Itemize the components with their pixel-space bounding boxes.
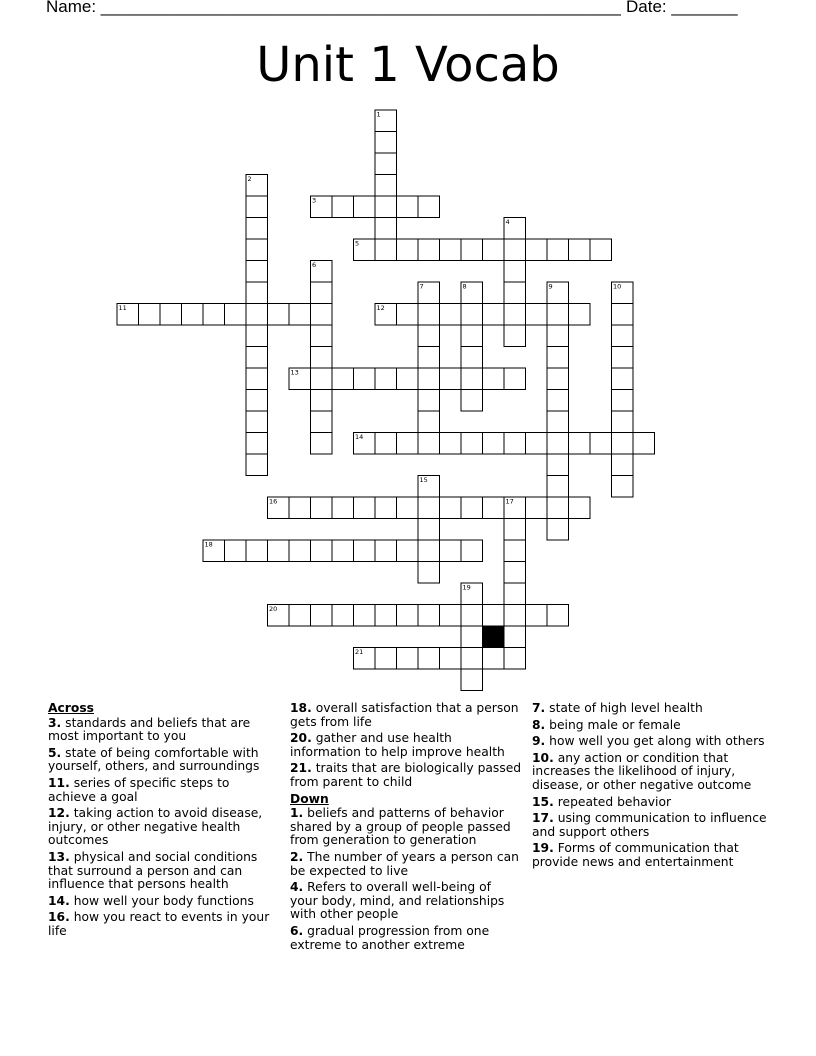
clue-across-3: [48, 717, 276, 744]
grid-cell[interactable]: [418, 390, 440, 412]
grid-cell[interactable]: [311, 347, 333, 369]
grid-cell[interactable]: [612, 368, 634, 390]
grid-cell[interactable]: [354, 497, 376, 519]
clue-across-14: [48, 895, 276, 909]
grid-cell[interactable]: [332, 368, 354, 390]
clue-text: Forms of communication that provide news and entertainment: [532, 841, 739, 869]
grid-cell[interactable]: [526, 304, 548, 326]
cell-number-19: 19: [462, 583, 471, 592]
clue-number: 9.: [532, 734, 546, 749]
grid-cell[interactable]: [246, 411, 268, 433]
grid-cell[interactable]: [547, 239, 569, 261]
clue-text: Refers to overall well-being of your body, mind, and relationships with other people: [290, 880, 505, 922]
grid-cell[interactable]: [504, 282, 526, 304]
clue-down-8: [532, 719, 768, 733]
grid-cell[interactable]: [397, 648, 419, 670]
cell-number-10: 10: [613, 282, 622, 291]
clue-down-1: [290, 807, 522, 848]
grid-cell[interactable]: [397, 497, 419, 519]
grid-cell[interactable]: [311, 390, 333, 412]
grid-cell[interactable]: [526, 433, 548, 455]
clue-number: 6.: [290, 923, 304, 938]
clue-number: 8.: [532, 717, 546, 732]
cell-number-2: 2: [247, 175, 252, 183]
clue-text: any action or condition that increases the likelihood of injury, disease, or other negative outcome: [532, 750, 752, 792]
grid-cell[interactable]: [311, 325, 333, 347]
clue-text: traits that are biologically passed from parent to child: [290, 761, 522, 789]
cell-number-21: 21: [355, 648, 364, 656]
grid-cell[interactable]: [397, 304, 419, 326]
cell-number-14: 14: [355, 433, 364, 441]
grid-cell[interactable]: [612, 390, 634, 412]
clue-across-12: [48, 807, 276, 848]
grid-cell[interactable]: [461, 347, 483, 369]
grid-cell[interactable]: [612, 454, 634, 476]
grid-cell[interactable]: [418, 648, 440, 670]
cell-number-9: 9: [548, 282, 553, 291]
grid-cell[interactable]: [547, 304, 569, 326]
grid-cell[interactable]: [504, 304, 526, 326]
clue-number: 13.: [48, 849, 70, 864]
grid-cell[interactable]: [526, 239, 548, 261]
grid-cell[interactable]: [483, 605, 505, 627]
grid-cell[interactable]: [225, 304, 247, 326]
clue-text: standards and beliefs that are most important to you: [48, 715, 251, 744]
grid-cell[interactable]: [397, 368, 419, 390]
grid-cell[interactable]: [375, 497, 397, 519]
cell-number-6: 6: [312, 261, 317, 269]
clue-text: repeated behavior: [557, 794, 672, 809]
clue-number: 10.: [532, 750, 554, 765]
clue-text: using communication to influence and support others: [532, 811, 767, 839]
grid-cell[interactable]: [375, 218, 397, 240]
grid-cell[interactable]: [225, 540, 247, 562]
grid-cell[interactable]: [397, 239, 419, 261]
grid-cell[interactable]: [526, 605, 548, 627]
black-square: [483, 626, 505, 648]
grid-cell[interactable]: [612, 411, 634, 433]
grid-cell[interactable]: [246, 261, 268, 283]
grid-cell[interactable]: [504, 605, 526, 627]
grid-cell[interactable]: [375, 368, 397, 390]
page-title: Unit 1 Vocab: [256, 37, 560, 93]
cell-number-13: 13: [290, 368, 299, 377]
grid-cell[interactable]: [547, 325, 569, 347]
grid-cell[interactable]: [268, 304, 290, 326]
grid-cell[interactable]: [504, 325, 526, 347]
grid-cell[interactable]: [440, 648, 462, 670]
grid-cell[interactable]: [246, 325, 268, 347]
grid-cell[interactable]: [440, 368, 462, 390]
clue-text: series of specific steps to achieve a goal: [48, 775, 230, 804]
clue-number: 2.: [290, 849, 304, 864]
grid-cell[interactable]: [590, 433, 612, 455]
grid-cell[interactable]: [246, 454, 268, 476]
grid-cell[interactable]: [440, 497, 462, 519]
grid-cell[interactable]: [612, 325, 634, 347]
cell-number-15: 15: [419, 476, 428, 484]
clue-text: gradual progression from one extreme to another extreme: [290, 923, 490, 952]
clue-down-10: [532, 752, 768, 793]
grid-cell[interactable]: [440, 239, 462, 261]
clue-across-13: [48, 851, 276, 892]
clue-number: 7.: [532, 701, 546, 715]
grid-cell[interactable]: [569, 497, 591, 519]
cell-number-20: 20: [269, 605, 278, 613]
grid-cell[interactable]: [203, 304, 225, 326]
clue-down-4: [290, 881, 522, 922]
clue-text: The number of years a person can be expected to live: [290, 849, 519, 878]
grid-cell[interactable]: [418, 325, 440, 347]
grid-cell[interactable]: [289, 304, 311, 326]
clue-down-17: [532, 812, 768, 839]
clue-number: 5.: [48, 745, 62, 760]
cell-number-1: 1: [376, 110, 381, 119]
grid-cell[interactable]: [418, 304, 440, 326]
clue-across-21: [290, 762, 522, 789]
grid-cell[interactable]: [461, 325, 483, 347]
date-field[interactable]: Date: _______: [626, 0, 738, 16]
clue-down-2: [290, 851, 522, 878]
grid-cell[interactable]: [461, 368, 483, 390]
clue-across-16: [48, 911, 276, 938]
grid-cell[interactable]: [504, 583, 526, 605]
grid-cell[interactable]: [246, 433, 268, 455]
clue-across-18: [290, 702, 522, 729]
clue-text: being male or female: [549, 717, 681, 732]
clue-text: physical and social conditions that surround a person and can influence that persons health: [48, 849, 258, 892]
clue-text: state of being comfortable with yourself, others, and surroundings: [48, 745, 260, 774]
clues-column-3: [532, 702, 768, 873]
clue-text: beliefs and patterns of behavior shared by a group of people passed from generation to generation: [290, 806, 511, 848]
grid-cell[interactable]: [569, 239, 591, 261]
grid-cell[interactable]: [612, 304, 634, 326]
grid-cell[interactable]: [440, 540, 462, 562]
grid-cell[interactable]: [418, 368, 440, 390]
grid-cell[interactable]: [547, 390, 569, 412]
clue-text: gather and use health information to help improve health: [290, 731, 505, 759]
grid-cell[interactable]: [268, 540, 290, 562]
grid-cell[interactable]: [397, 196, 419, 218]
grid-cell[interactable]: [246, 196, 268, 218]
grid-cell[interactable]: [547, 497, 569, 519]
down-heading: Down: [290, 791, 329, 806]
cell-number-8: 8: [462, 282, 467, 291]
grid-cell[interactable]: [375, 153, 397, 175]
grid-cell[interactable]: [375, 239, 397, 261]
grid-cell[interactable]: [483, 368, 505, 390]
grid-cell[interactable]: [461, 605, 483, 627]
grid-cell[interactable]: [504, 239, 526, 261]
cell-number-12: 12: [376, 304, 385, 312]
grid-cell[interactable]: [483, 433, 505, 455]
grid-cell[interactable]: [375, 175, 397, 197]
cell-number-7: 7: [419, 282, 424, 291]
grid-cell[interactable]: [569, 304, 591, 326]
grid-cell[interactable]: [311, 411, 333, 433]
grid-cell[interactable]: [397, 540, 419, 562]
grid-cell[interactable]: [397, 605, 419, 627]
grid-cell[interactable]: [332, 540, 354, 562]
grid-cell[interactable]: [332, 196, 354, 218]
grid-cell[interactable]: [483, 304, 505, 326]
clue-across-11: [48, 777, 276, 804]
grid-cell[interactable]: [289, 540, 311, 562]
clue-number: 17.: [532, 811, 554, 826]
cell-number-18: 18: [204, 540, 213, 549]
grid-cell[interactable]: [504, 562, 526, 584]
grid-cell[interactable]: [289, 605, 311, 627]
clue-number: 1.: [290, 806, 304, 821]
grid-cell[interactable]: [246, 218, 268, 240]
grid-cell[interactable]: [547, 605, 569, 627]
grid-cell[interactable]: [246, 239, 268, 261]
clues-column-1: [48, 702, 276, 942]
grid-cell[interactable]: [375, 196, 397, 218]
grid-cell[interactable]: [418, 433, 440, 455]
grid-cell[interactable]: [418, 196, 440, 218]
clue-text: taking action to avoid disease, injury, or other negative health outcomes: [48, 806, 263, 848]
grid-cell[interactable]: [547, 411, 569, 433]
grid-cell[interactable]: [569, 433, 591, 455]
grid-cell[interactable]: [547, 519, 569, 541]
grid-cell[interactable]: [461, 433, 483, 455]
grid-cell[interactable]: [483, 239, 505, 261]
grid-cell[interactable]: [375, 433, 397, 455]
grid-cell[interactable]: [504, 368, 526, 390]
grid-cell[interactable]: [418, 519, 440, 541]
clue-number: 15.: [532, 794, 554, 809]
cell-number-3: 3: [312, 196, 317, 205]
grid-cell[interactable]: [311, 497, 333, 519]
grid-cell[interactable]: [612, 347, 634, 369]
grid-cell[interactable]: [504, 261, 526, 283]
clue-text: state of high level health: [549, 701, 703, 715]
clue-down-15: [532, 796, 768, 810]
grid-cell[interactable]: [375, 605, 397, 627]
clue-text: how you react to events in your life: [48, 910, 270, 938]
cell-number-11: 11: [118, 304, 127, 312]
grid-cell[interactable]: [418, 562, 440, 584]
grid-cell[interactable]: [504, 648, 526, 670]
grid-cell[interactable]: [461, 304, 483, 326]
grid-cell[interactable]: [375, 132, 397, 154]
grid-cell[interactable]: [547, 347, 569, 369]
across-heading: Across: [48, 701, 94, 715]
clue-number: 19.: [532, 841, 554, 856]
name-field[interactable]: Name: _______________________________________________________: [46, 0, 621, 16]
grid-cell[interactable]: [246, 304, 268, 326]
grid-cell[interactable]: [311, 433, 333, 455]
clue-number: 16.: [48, 910, 70, 925]
grid-cell[interactable]: [246, 368, 268, 390]
grid-cell[interactable]: [504, 433, 526, 455]
grid-cell[interactable]: [289, 497, 311, 519]
grid-cell[interactable]: [461, 669, 483, 691]
grid-cell[interactable]: [418, 540, 440, 562]
cell-number-4: 4: [505, 218, 510, 226]
grid-cell[interactable]: [182, 304, 204, 326]
grid-cell[interactable]: [418, 239, 440, 261]
grid-cell[interactable]: [375, 648, 397, 670]
grid-cell[interactable]: [354, 368, 376, 390]
grid-cell[interactable]: [397, 433, 419, 455]
clue-down-6: [290, 925, 522, 952]
grid-cell[interactable]: [547, 368, 569, 390]
clue-number: 18.: [290, 701, 312, 715]
grid-cell[interactable]: [354, 540, 376, 562]
grid-cell[interactable]: [526, 497, 548, 519]
grid-cell[interactable]: [311, 282, 333, 304]
clues-column-2: [290, 702, 522, 955]
clue-number: 14.: [48, 893, 70, 908]
cell-number-5: 5: [355, 239, 360, 248]
clue-number: 11.: [48, 775, 70, 790]
grid-cell[interactable]: [354, 605, 376, 627]
grid-cell[interactable]: [461, 239, 483, 261]
clue-down-7: [532, 702, 768, 716]
clue-text: how well your body functions: [73, 893, 254, 908]
clue-down-9: [532, 735, 768, 749]
grid-cell[interactable]: [246, 347, 268, 369]
grid-cell[interactable]: [418, 497, 440, 519]
grid-cell[interactable]: [547, 433, 569, 455]
grid-cell[interactable]: [311, 304, 333, 326]
grid-cell[interactable]: [246, 282, 268, 304]
grid-cell[interactable]: [418, 411, 440, 433]
grid-cell[interactable]: [440, 605, 462, 627]
grid-cell[interactable]: [483, 497, 505, 519]
grid-cell[interactable]: [139, 304, 161, 326]
grid-cell[interactable]: [461, 540, 483, 562]
clue-number: 4.: [290, 880, 304, 895]
clue-text: overall satisfaction that a person gets from life: [290, 701, 519, 729]
grid-cell[interactable]: [612, 476, 634, 498]
grid-cell[interactable]: [332, 497, 354, 519]
clue-text: how well you get along with others: [549, 734, 765, 749]
grid-cell[interactable]: [418, 605, 440, 627]
clue-number: 3.: [48, 715, 62, 730]
clue-across-20: [290, 732, 522, 759]
clue-across-5: [48, 747, 276, 774]
grid-cell[interactable]: [547, 454, 569, 476]
grid-cell[interactable]: [612, 433, 634, 455]
grid-cell[interactable]: [461, 497, 483, 519]
grid-cell[interactable]: [504, 626, 526, 648]
grid-cell[interactable]: [311, 605, 333, 627]
grid-cell[interactable]: [311, 540, 333, 562]
clue-number: 21.: [290, 761, 312, 776]
grid-cell[interactable]: [160, 304, 182, 326]
grid-cell[interactable]: [246, 540, 268, 562]
grid-cell[interactable]: [461, 648, 483, 670]
grid-cell[interactable]: [440, 433, 462, 455]
grid-cell[interactable]: [483, 648, 505, 670]
clue-down-19: [532, 842, 768, 869]
grid-cell[interactable]: [375, 540, 397, 562]
grid-cell[interactable]: [461, 626, 483, 648]
grid-cell[interactable]: [311, 368, 333, 390]
grid-cell[interactable]: [633, 433, 655, 455]
grid-cell[interactable]: [547, 476, 569, 498]
clue-number: 12.: [48, 806, 70, 821]
grid-cell[interactable]: [332, 605, 354, 627]
grid-cell[interactable]: [504, 519, 526, 541]
grid-cell[interactable]: [504, 540, 526, 562]
cell-number-17: 17: [505, 497, 514, 506]
grid-cell[interactable]: [354, 196, 376, 218]
grid-cell[interactable]: [461, 390, 483, 412]
grid-cell[interactable]: [590, 239, 612, 261]
grid-cell[interactable]: [418, 347, 440, 369]
clue-number: 20.: [290, 731, 312, 746]
grid-cell[interactable]: [246, 390, 268, 412]
grid-cell[interactable]: [440, 304, 462, 326]
cell-number-16: 16: [269, 497, 278, 506]
